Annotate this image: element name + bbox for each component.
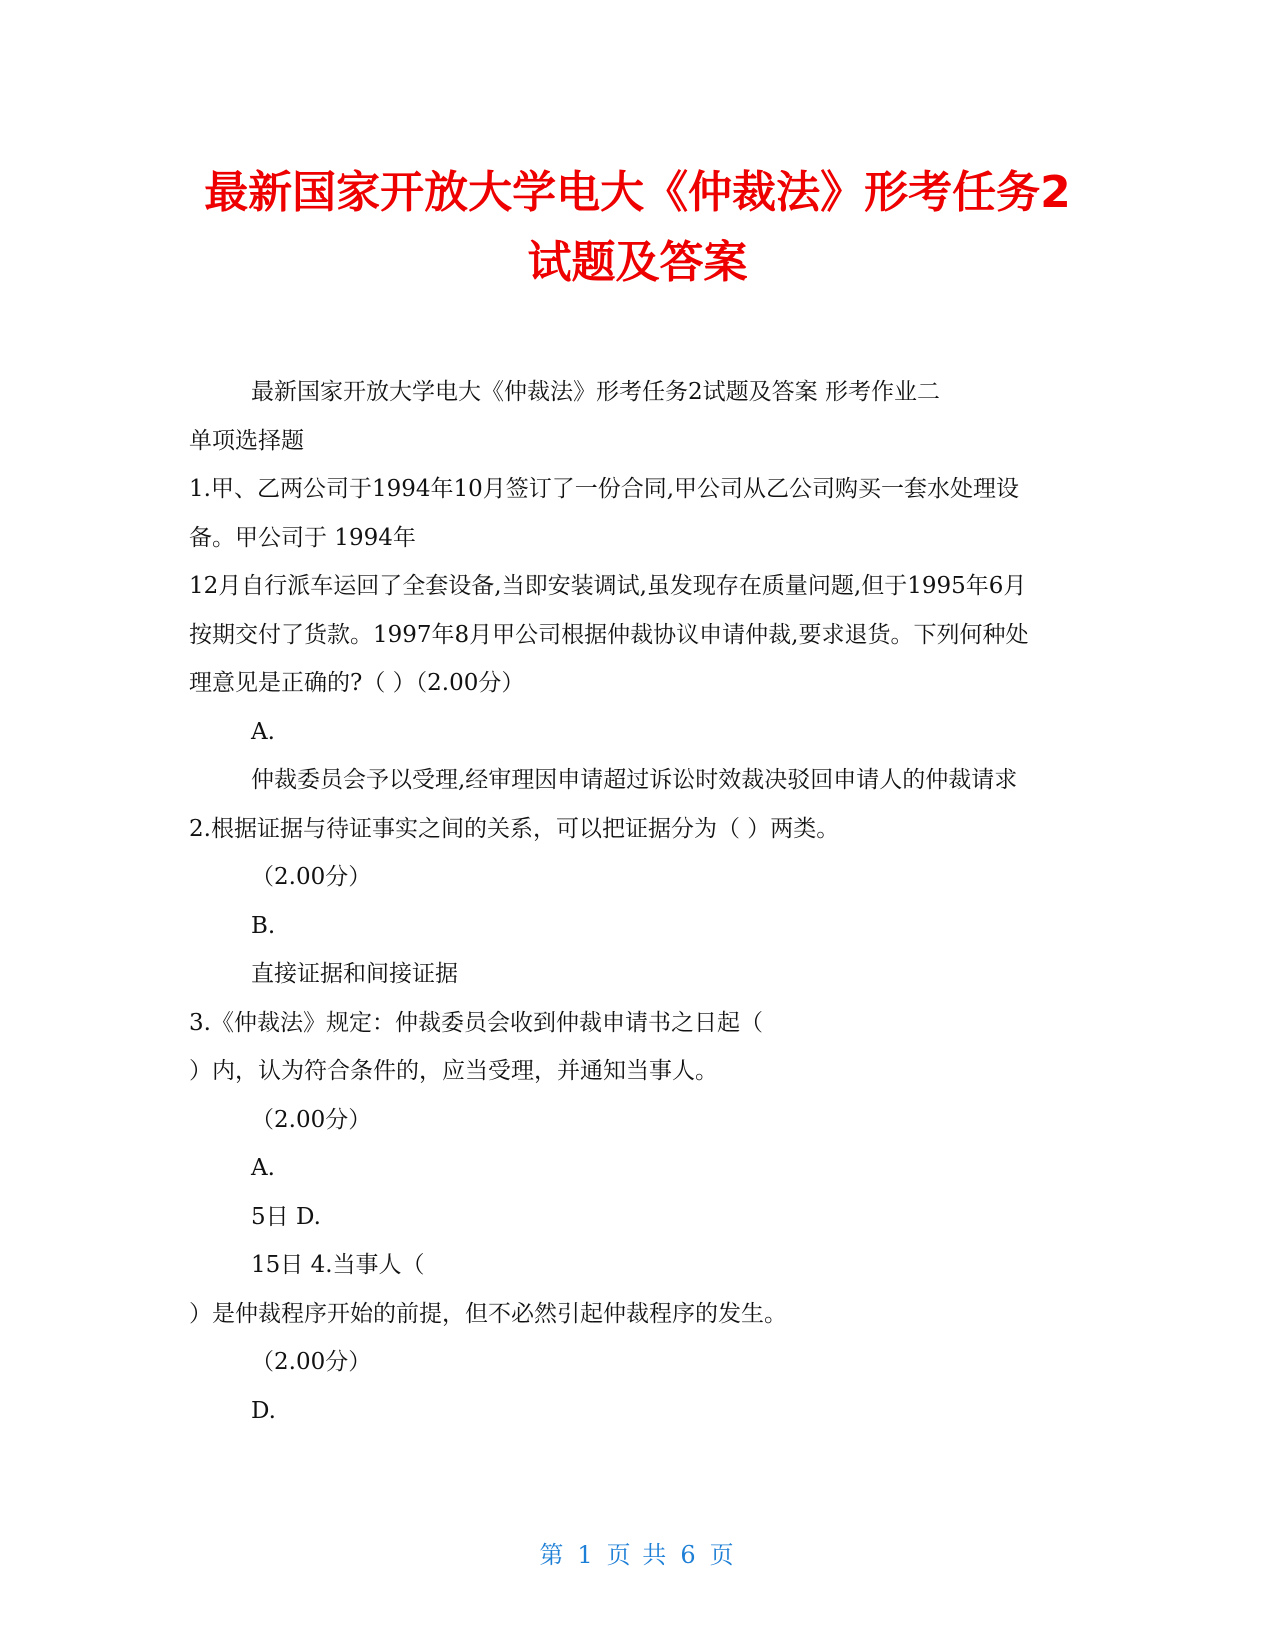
section-heading: 单项选择题 xyxy=(189,427,304,454)
title-line-1: 最新国家开放大学电大《仲裁法》形考任务2 xyxy=(204,167,1071,218)
question-4-score: （2.00分） xyxy=(251,1349,372,1375)
question-3-option: A. xyxy=(251,1155,275,1181)
question-2-score: （2.00分） xyxy=(251,864,372,890)
title-line-2: 试题及答案 xyxy=(527,237,748,288)
document-body xyxy=(189,368,1089,1435)
question-1-line-4: 按期交付了货款。1997年8月甲公司根据仲裁协议申请仲裁,要求退货。下列何种处 xyxy=(189,621,1029,648)
question-1-answer: 仲裁委员会予以受理,经审理因申请超过诉讼时效裁决驳回申请人的仲裁请求 xyxy=(251,767,1018,793)
question-4-line-1: 15日 4.当事人（ xyxy=(251,1252,425,1278)
question-1-line-2: 备。甲公司于 1994年 xyxy=(189,524,416,551)
question-2-line-1: 2.根据证据与待证事实之间的关系，可以把证据分为（ ）两类。 xyxy=(189,815,840,842)
question-1-line-3: 12月自行派车运回了全套设备,当即安装调试,虽发现存在质量问题,但于1995年6月 xyxy=(189,573,1027,599)
footer-prefix: 第 xyxy=(539,1541,566,1569)
footer-middle: 页 共 xyxy=(606,1541,669,1569)
question-3-score: （2.00分） xyxy=(251,1106,372,1133)
intro-paragraph: 最新国家开放大学电大《仲裁法》形考任务2试题及答案 形考作业二 xyxy=(251,379,940,405)
question-2-option: B. xyxy=(251,912,276,939)
question-4-option: D. xyxy=(251,1397,276,1424)
page-footer xyxy=(0,1535,1275,1570)
question-3-answer: 5日 D. xyxy=(251,1203,321,1230)
question-3-line-2: ）内，认为符合条件的，应当受理，并通知当事人。 xyxy=(189,1058,718,1084)
question-2-answer: 直接证据和间接证据 xyxy=(251,961,458,987)
question-1-line-5: 理意见是正确的?（ ）（2.00分） xyxy=(189,670,525,696)
footer-total-pages: 6 xyxy=(680,1541,698,1569)
question-1-option: A. xyxy=(251,718,275,745)
footer-suffix: 页 xyxy=(709,1541,736,1569)
question-3-line-1: 3.《仲裁法》规定：仲裁委员会收到仲裁申请书之日起（ xyxy=(189,1009,763,1036)
document-title xyxy=(150,158,1125,298)
footer-page-number: 1 xyxy=(577,1541,595,1569)
question-4-line-2: ）是仲裁程序开始的前提，但不必然引起仲裁程序的发生。 xyxy=(189,1300,787,1327)
question-1-line-1: 1.甲、乙两公司于1994年10月签订了一份合同,甲公司从乙公司购买一套水处理设 xyxy=(189,476,1020,502)
